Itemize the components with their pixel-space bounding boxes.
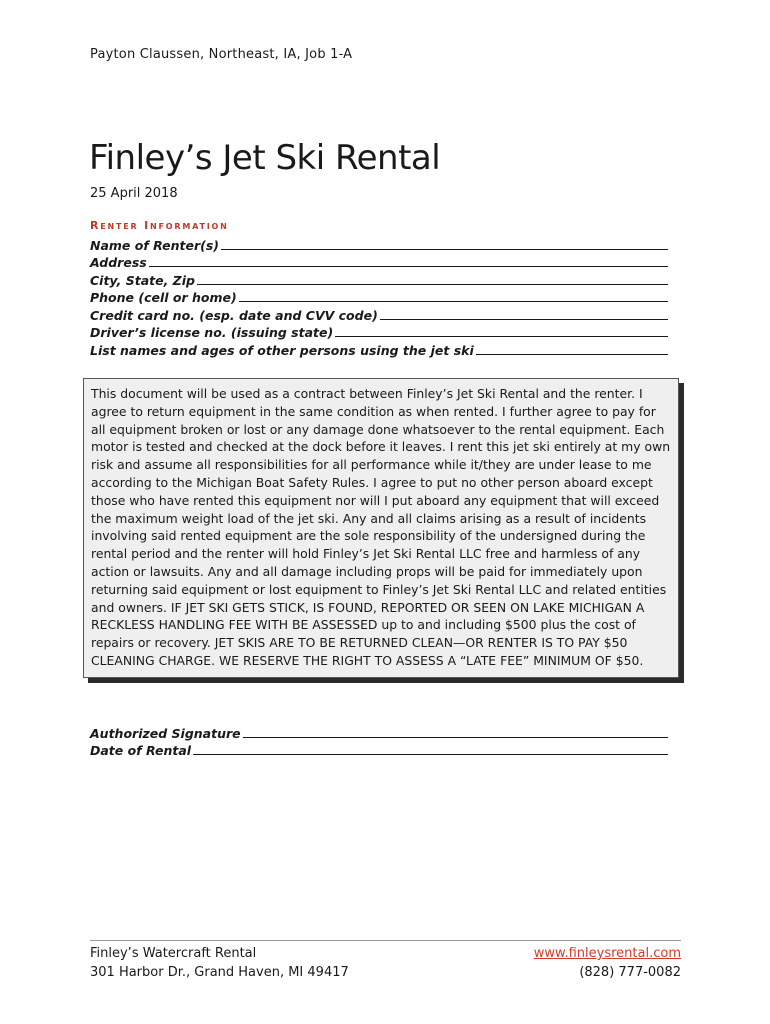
fill-in-line[interactable] [243,736,668,738]
footer-address: 301 Harbor Dr., Grand Haven, MI 49417 [90,965,349,980]
terms-box [83,378,679,678]
signature-fields [90,723,668,758]
fill-in-line[interactable] [380,318,668,320]
field-label: Name of Renter(s) [90,237,219,253]
footer-phone: (828) 777-0082 [579,965,681,980]
drivers-license-field[interactable] [90,323,668,341]
credit-card-field[interactable] [90,305,668,323]
footer-contact-block [534,944,681,982]
field-label: Address [90,255,147,270]
authorized-signature-field[interactable] [90,723,668,741]
address-field[interactable] [90,253,668,271]
fill-in-line[interactable] [221,248,668,250]
field-label: Phone (cell or home) [90,290,237,305]
field-label: Credit card no. (esp. date and CVV code) [90,307,378,323]
fill-in-line[interactable] [193,753,668,755]
field-label: City, State, Zip [90,272,195,288]
phone-field[interactable] [90,288,668,306]
field-label: Date of Rental [90,743,192,758]
footer-divider [90,940,681,941]
field-label: Driver’s license no. (issuing state) [90,325,334,340]
fill-in-line[interactable] [476,353,668,355]
fill-in-line[interactable] [239,300,668,302]
footer-company-block [90,944,349,982]
field-label: Authorized Signature [90,725,241,741]
footer-company-name: Finley’s Watercraft Rental [90,946,257,961]
website-link[interactable]: www.finleysrental.com [533,946,681,961]
document-date: 25 April 2018 [90,186,178,201]
fill-in-line[interactable] [197,283,668,285]
field-label: List names and ages of other persons using the jet ski [90,342,474,358]
renter-info-fields [90,235,668,358]
renter-info-heading: Renter Information [90,219,229,232]
fill-in-line[interactable] [149,265,668,267]
other-persons-field[interactable] [90,340,668,358]
renter-name-field[interactable] [90,235,668,253]
city-state-zip-field[interactable] [90,270,668,288]
header-byline: Payton Claussen, Northeast, IA, Job 1-A [90,47,353,62]
document-title: Finley’s Jet Ski Rental [89,138,441,178]
terms-text: This document will be used as a contract between Finley’s Jet Ski Rental and the renter. I agree to return equipment in the same condition as when rented. I further agree to pay for all equipment broken or lost or any damage done whatsoever to the rental equipment. Each motor is tested and checked at the dock before it leaves. I rent this jet ski entirely at my own risk and assume all responsibilities for all performance while it/they are under lease to me according to the Michigan Boat Safety Rules. I agree to put no other person aboard except those who have rented this equipment nor will I put aboard any equipment that will exceed the maximum weight load of the jet ski. Any and all claims arising as a result of incidents involving said rented equipment are the sole responsibility of the undersigned during the rental period and the renter will hold Finley’s Jet Ski Rental LLC free and harmless of any action or lawsuits. Any and all damage including props will be paid for immediately upon returning said equipment or lost equipment to Finley’s Jet Ski Rental LLC and related entities and owners. IF JET SKI GETS STICK, IS FOUND, REPORTED OR SEEN ON LAKE MICHIGAN A RECKLESS HANDLING FEE WITH BE ASSESSED up to and including $500 plus the cost of repairs or recovery. JET SKIS ARE TO BE RETURNED CLEAN—OR RENTER IS TO PAY $50 CLEANING CHARGE. WE RESERVE THE RIGHT TO ASSESS A “LATE FEE” MINIMUM OF $50. [91,386,671,668]
date-of-rental-field[interactable] [90,741,668,759]
fill-in-line[interactable] [335,335,668,337]
